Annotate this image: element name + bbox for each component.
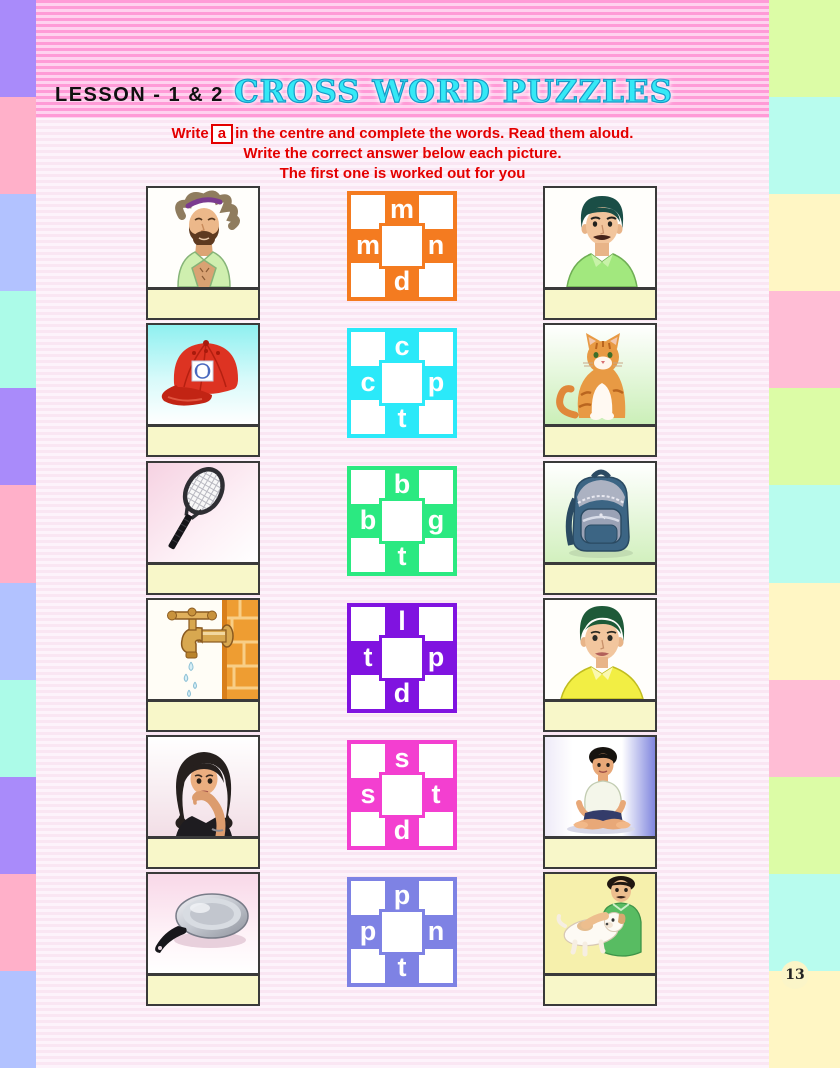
picture-cell [146, 461, 260, 595]
answer-box[interactable] [543, 837, 657, 869]
letter-top: l [398, 605, 406, 636]
puzzle-row-1 [36, 186, 769, 323]
answer-box[interactable] [146, 837, 260, 869]
letter-bottom: d [393, 677, 411, 708]
man-patting-dog-picture [543, 872, 657, 975]
backpack-picture [543, 461, 657, 564]
answer-box[interactable] [146, 563, 260, 595]
answer-box[interactable] [543, 974, 657, 1006]
red-cap-picture [146, 323, 260, 426]
water-tap-picture [146, 598, 260, 701]
picture-cell [543, 461, 657, 595]
picture-cell [146, 735, 260, 869]
page-title: CROSS WORD PUZZLES [234, 74, 673, 110]
frying-pan-picture [146, 872, 260, 975]
puzzle-row-2 [36, 323, 769, 460]
answer-box[interactable] [146, 700, 260, 732]
letter-right: n [427, 916, 445, 947]
puzzle-row-3 [36, 461, 769, 598]
puzzle-row-4 [36, 598, 769, 735]
right-color-strip [769, 0, 840, 1068]
letter-bottom: d [393, 815, 411, 846]
picture-cell [146, 872, 260, 1006]
letter-left: b [359, 504, 377, 535]
answer-box[interactable] [146, 288, 260, 320]
answer-box[interactable] [543, 425, 657, 457]
letter-bottom: t [397, 403, 407, 434]
cat-picture [543, 323, 657, 426]
instruction-line-2: Write the correct answer below each picture. [243, 145, 562, 162]
crossword-grid-5 [347, 740, 457, 850]
boxed-letter-a: a [211, 124, 233, 144]
sitting-boy-picture [543, 735, 657, 838]
letter-top: m [389, 194, 414, 224]
man-picture [543, 186, 657, 289]
letter-right: g [427, 504, 445, 535]
letter-top: c [394, 331, 410, 362]
letter-top: p [393, 880, 411, 911]
picture-cell [543, 323, 657, 457]
mad-man-picture [146, 186, 260, 289]
letter-bottom: t [397, 952, 407, 983]
answer-box[interactable] [146, 974, 260, 1006]
instruction-line-1: Write a in the centre and complete the words. Read them aloud. [171, 125, 634, 142]
letter-left: c [360, 367, 376, 398]
instruction-line-3: The first one is worked out for you [279, 165, 526, 182]
letter-top: b [393, 468, 411, 499]
lad-picture [543, 598, 657, 701]
letter-right: p [427, 641, 445, 672]
letter-left: p [359, 916, 377, 947]
answer-box[interactable] [146, 425, 260, 457]
puzzle-rows [36, 186, 769, 1010]
letter-left: m [355, 230, 380, 260]
answer-box[interactable] [543, 700, 657, 732]
letter-left: s [360, 779, 376, 810]
crossword-grid-3 [347, 466, 457, 576]
puzzle-row-6 [36, 872, 769, 1009]
picture-cell [146, 598, 260, 732]
instructions [36, 124, 769, 184]
picture-cell [543, 735, 657, 869]
crossword-grid-6 [347, 877, 457, 987]
letter-top: s [394, 743, 410, 774]
letter-right: n [427, 230, 445, 260]
picture-cell [146, 323, 260, 457]
picture-cell [543, 872, 657, 1006]
letter-right: p [427, 367, 445, 398]
left-color-strip [0, 0, 36, 1068]
letter-bottom: d [393, 266, 411, 296]
picture-cell [543, 598, 657, 732]
lesson-label: LESSON - 1 & 2 [55, 84, 224, 106]
letter-left: t [363, 641, 373, 672]
answer-box[interactable] [543, 563, 657, 595]
tennis-racket-picture [146, 461, 260, 564]
letter-right: t [431, 779, 441, 810]
crossword-grid-4 [347, 603, 457, 713]
crossword-grid-1 [347, 191, 457, 301]
answer-box[interactable] [543, 288, 657, 320]
page-number: 13 [781, 961, 809, 989]
puzzle-row-5 [36, 735, 769, 872]
picture-cell [146, 186, 260, 320]
crossword-grid-2 [347, 328, 457, 438]
letter-bottom: t [397, 540, 407, 571]
header-band [36, 0, 769, 118]
sad-girl-picture [146, 735, 260, 838]
picture-cell [543, 186, 657, 320]
